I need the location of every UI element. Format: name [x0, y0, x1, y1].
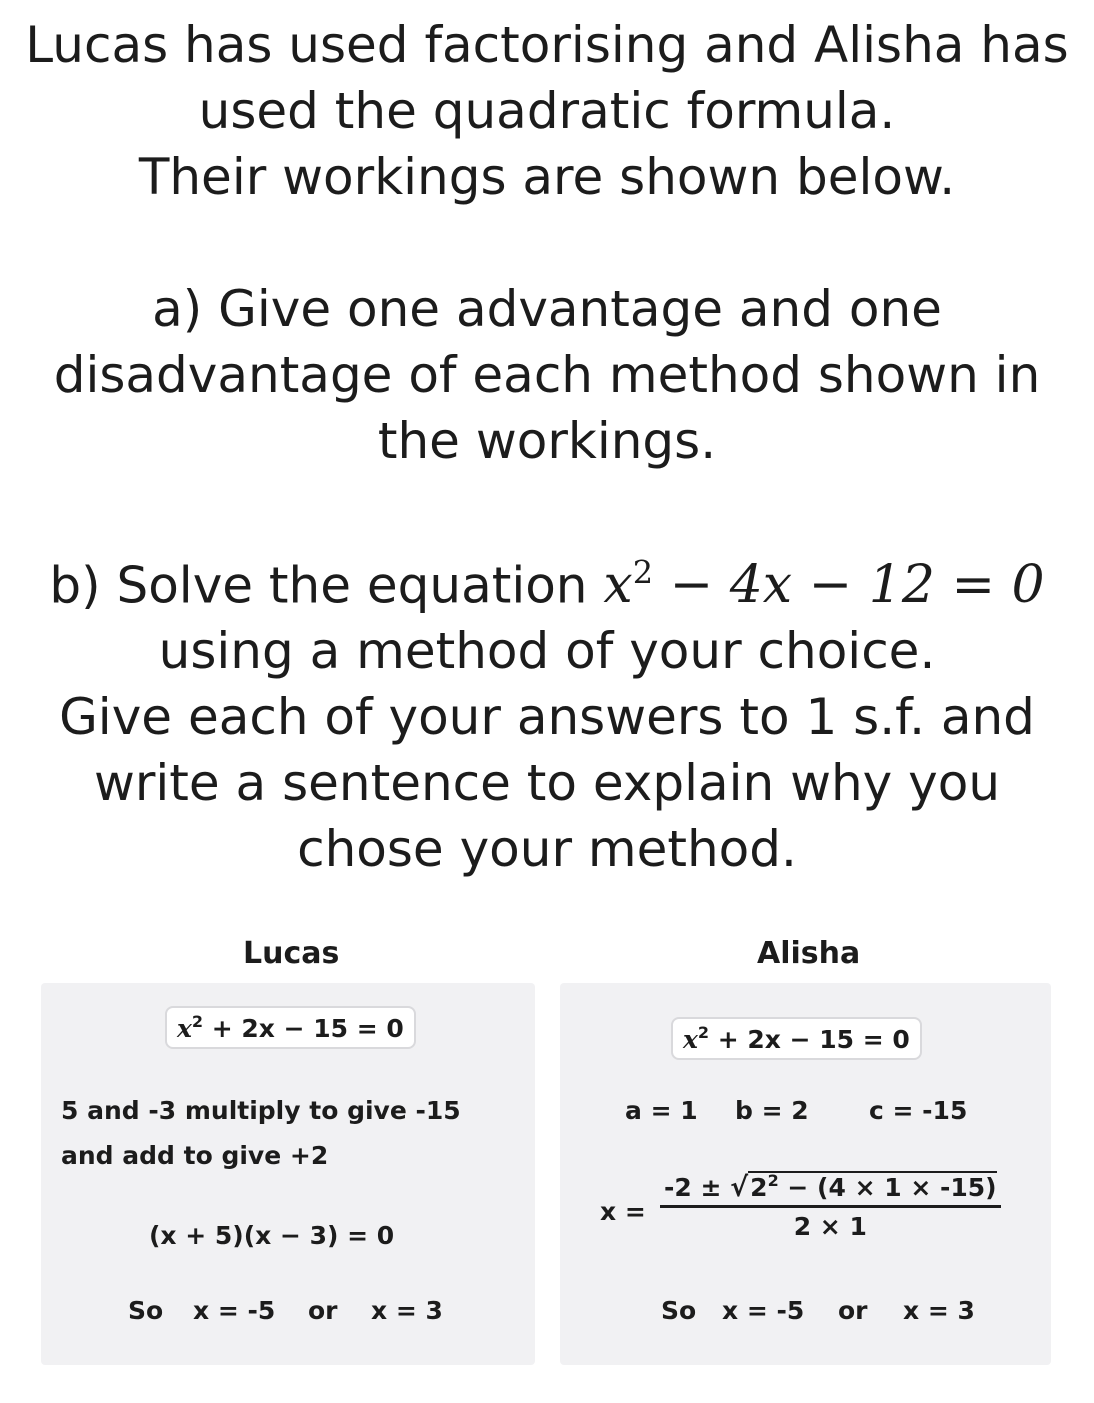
part-a-line-2: disadvantage of each method shown in [53, 346, 1041, 404]
alisha-equation-box: $x^2 + 2x - 15 = 0$ [671, 1017, 922, 1060]
part-b-line-3: Give each of your answers to 1 s.f. and [59, 688, 1035, 747]
lucas-solution-1: x = -5 [193, 1296, 276, 1325]
lucas-name: Lucas [243, 936, 340, 971]
part-a-line-1: a) Give one advantage and one [152, 280, 942, 338]
part-b-line-2: using a method of your choice. [158, 622, 936, 681]
lucas-so: So [128, 1296, 164, 1325]
part-b-line-5: chose your method. [297, 820, 797, 879]
lucas-note-line-1: 5 and -3 multiply to give -15 [61, 1096, 461, 1125]
intro-line-2: used the quadratic formula. [198, 82, 896, 140]
formula-numerator: $-2 \pm √2^2 - (4 \times 1 \times -15)$ [660, 1171, 1001, 1208]
alisha-formula-lhs: x = [600, 1197, 646, 1226]
intro-line-1: Lucas has used factorising and Alisha has [25, 16, 1069, 74]
formula-denominator: 2 × 1 [793, 1212, 867, 1241]
lucas-equation-box: $x^2 + 2x - 15 = 0$ [165, 1006, 416, 1049]
lucas-solution-2: x = 3 [371, 1296, 443, 1325]
alisha-so: So [661, 1296, 697, 1325]
alisha-solution-1: x = -5 [722, 1296, 805, 1325]
lucas-or: or [308, 1296, 338, 1325]
part-b-line-4: write a sentence to explain why you [93, 754, 1001, 813]
part-a-line-3: the workings. [377, 412, 717, 470]
alisha-name: Alisha [757, 936, 861, 971]
part-b-line-1 [0, 540, 1094, 618]
alisha-quadratic-formula [660, 1171, 1001, 1241]
part-b-equation: $x^2 - 4x - 12 = 0$ [603, 554, 1045, 616]
lucas-working-panel [41, 983, 535, 1365]
intro-line-3: Their workings are shown below. [138, 148, 956, 206]
alisha-c-value: c = -15 [869, 1096, 968, 1125]
alisha-working-panel [560, 983, 1051, 1365]
alisha-or: or [838, 1296, 868, 1325]
lucas-factorised: (x + 5)(x − 3) = 0 [149, 1221, 395, 1250]
alisha-a-value: a = 1 [625, 1096, 698, 1125]
lucas-note-line-2: and add to give +2 [61, 1141, 329, 1170]
alisha-b-value: b = 2 [735, 1096, 809, 1125]
alisha-solution-2: x = 3 [903, 1296, 975, 1325]
part-b-prefix: b) Solve the equation [49, 556, 588, 615]
